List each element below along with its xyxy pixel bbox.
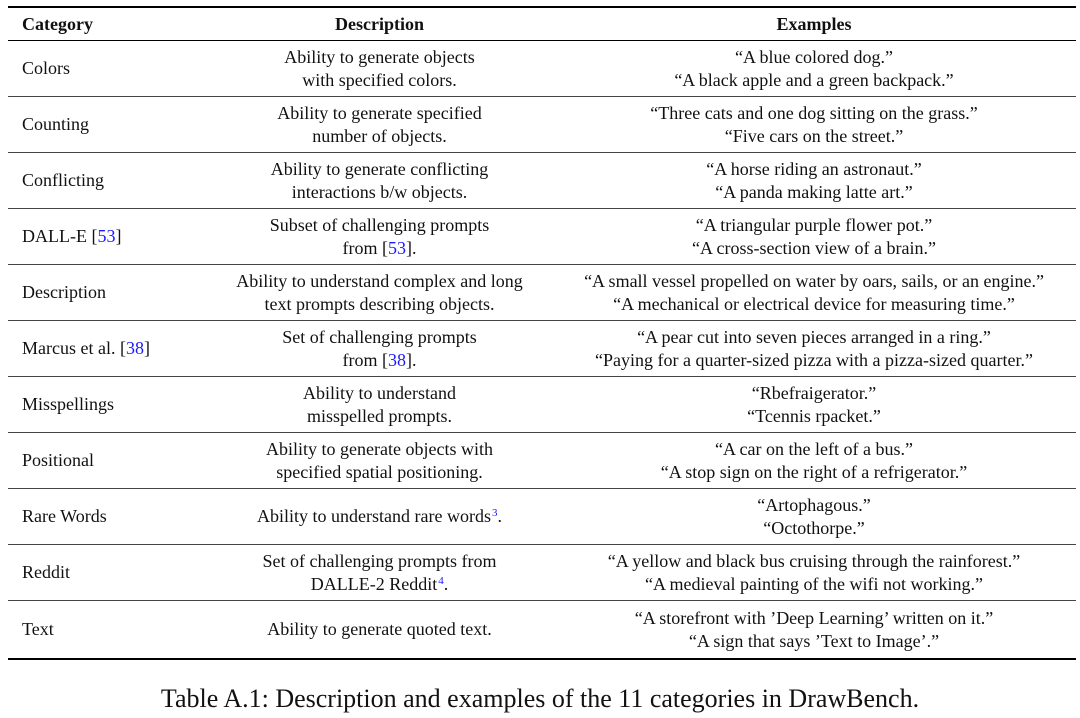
example-line: “A panda making latte art.” [715,181,913,202]
description-line: Ability to understand rare words [257,506,491,527]
example-line: “A cross-section view of a brain.” [692,237,936,258]
description-line: Ability to generate quoted text. [267,619,492,640]
table-row [8,545,1076,601]
description-cell [207,41,552,97]
category-cell [8,41,207,97]
description-cell [207,265,552,321]
drawbench-table [8,6,1076,660]
footnote-marker[interactable]: 3 [491,507,498,520]
table-row [8,209,1076,265]
example-line: “Artophagous.” [757,495,871,515]
table-row [8,433,1076,489]
category-cell [8,489,207,545]
description-line: Ability to generate conflicting [270,159,489,179]
category-label: Conflicting [22,170,104,191]
description-line-wrap: DALLE-2 Reddit$^4$. [310,573,449,594]
description-line: misspelled prompts. [307,405,452,426]
category-cell: DALL-E [53] [8,209,207,265]
example-line: “A stop sign on the right of a refrigerator.” [660,461,968,482]
description-line: DALLE-2 Reddit [310,573,438,594]
example-line: “Paying for a quarter-sized pizza with a pizza-sized quarter.” [595,349,1033,370]
category-label: Text [22,619,54,640]
citation-link[interactable]: 38 [388,349,406,370]
table-row [8,601,1076,660]
examples-cell [552,377,1076,433]
category-label: Counting [22,114,90,135]
table-row [8,265,1076,321]
description-cell [207,433,552,489]
category-label: Reddit [22,562,70,583]
example-line: “Five cars on the street.” [724,125,904,146]
table-header-row [8,7,1076,41]
example-line: “A blue colored dog.” [735,47,893,67]
example-line: “A medieval painting of the wifi not working.” [645,573,983,594]
table-row [8,321,1076,377]
examples-cell [552,601,1076,660]
description-line: interactions b/w objects. [291,181,468,202]
citation-link[interactable]: 53 [97,226,116,247]
examples-cell [552,153,1076,209]
category-label: Rare Words [22,506,107,527]
description-line: Ability to generate specified [277,103,482,123]
examples-cell [552,97,1076,153]
category-label: Misspellings [22,394,115,415]
examples-cell [552,321,1076,377]
description-line: from [342,237,378,258]
description-cell [207,209,552,265]
description-line: Subset of challenging prompts [269,215,490,235]
description-line: specified spatial positioning. [276,461,483,482]
description-line: number of objects. [312,125,447,146]
category-cell [8,601,207,660]
example-line: “Tcennis rpacket.” [747,405,881,426]
header-category: Category [8,7,207,41]
description-cell [207,321,552,377]
description-line-wrap: from [53]. [342,237,417,258]
category-cell [8,545,207,601]
footnote-marker[interactable]: 4 [438,574,444,587]
example-line: “A horse riding an astronaut.” [706,159,922,179]
description-line: Ability to understand complex and long [236,271,523,291]
description-line-wrap: from [38]. [342,349,417,370]
header-examples: Examples [552,7,1076,41]
description-cell [207,377,552,433]
table-row [8,41,1076,97]
description-line-wrap: Ability to understand rare words$^3$. [257,506,502,527]
category-label: Marcus et al. [22,338,116,359]
examples-cell [552,41,1076,97]
category-cell [8,153,207,209]
examples-cell [552,433,1076,489]
citation-link[interactable]: 38 [125,338,144,359]
citation-link[interactable]: 53 [388,237,406,258]
example-line: “A car on the left of a bus.” [715,439,913,459]
description-line: from [342,349,378,370]
category-cell [8,377,207,433]
description-cell [207,489,552,545]
table-row [8,489,1076,545]
examples-cell [552,489,1076,545]
description-line: Set of challenging prompts [282,327,477,347]
description-line: Set of challenging prompts from [262,551,497,571]
description-cell [207,97,552,153]
description-line: Ability to generate objects with [266,439,493,459]
example-line: “A sign that says ’Text to Image’.” [688,630,940,651]
example-line: “A storefront with ’Deep Learning’ written on it.” [634,608,994,628]
example-line: “A yellow and black bus cruising through the rainforest.” [607,551,1021,571]
category-label: Description [22,282,106,303]
example-line: “Rbefraigerator.” [751,383,877,403]
description-line: text prompts describing objects. [264,293,495,314]
category-cell [8,433,207,489]
category-label: Colors [22,58,71,79]
description-line: Ability to generate objects [284,47,475,67]
examples-cell [552,209,1076,265]
category-cell [8,97,207,153]
description-cell [207,545,552,601]
category-cell [8,265,207,321]
table-row [8,377,1076,433]
example-line: “A triangular purple flower pot.” [695,215,933,235]
category-label: DALL-E [22,226,87,247]
example-line: “A mechanical or electrical device for measuring time.” [613,293,1015,314]
category-cell: Marcus et al. [38] [8,321,207,377]
example-line: “A black apple and a green backpack.” [674,69,954,90]
examples-cell [552,265,1076,321]
category-label: Positional [22,450,95,471]
description-line: with specified colors. [302,69,457,90]
example-line: “Three cats and one dog sitting on the grass.” [650,103,978,123]
examples-cell [552,545,1076,601]
example-line: “Octothorpe.” [763,517,865,538]
table-row [8,153,1076,209]
example-line: “A small vessel propelled on water by oars, sails, or an engine.” [584,271,1044,291]
example-line: “A pear cut into seven pieces arranged in a ring.” [637,327,991,347]
description-cell [207,153,552,209]
header-description: Description [207,7,552,41]
table-caption: Table A.1: Description and examples of the 11 categories in DrawBench. [160,684,920,713]
description-line: Ability to understand [303,383,456,403]
description-cell [207,601,552,660]
table-row [8,97,1076,153]
